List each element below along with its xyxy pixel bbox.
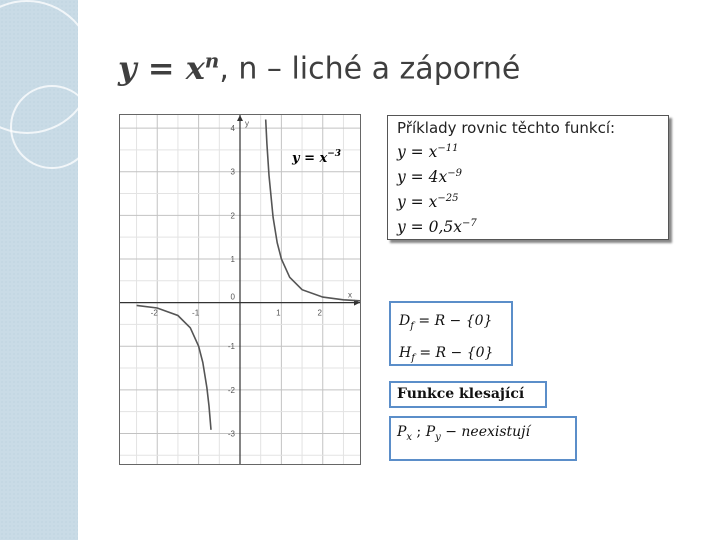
x-tick-label: 1 xyxy=(276,308,281,318)
curve-branch-positive xyxy=(266,120,360,301)
examples-heading: Příklady rovnic těchto funkcí: xyxy=(397,119,616,137)
y-axis-arrow xyxy=(237,115,243,121)
y-tick-label: 4 xyxy=(230,124,235,134)
example-equation-1: $y = x^{-11}$ xyxy=(397,143,459,162)
y-tick-label: -3 xyxy=(227,429,235,439)
x-axis-label: x xyxy=(348,290,352,300)
graph-svg xyxy=(120,115,360,464)
intercepts-box: $P_x$ ; $P_y$ − neexistují xyxy=(389,416,577,461)
y-tick-label: 1 xyxy=(230,254,235,264)
range-line: $H_f = R - \{0\}$ xyxy=(399,344,494,364)
title-exponent: n xyxy=(204,48,220,72)
function-graph xyxy=(119,114,361,465)
decorative-circle-small xyxy=(10,85,94,169)
title-suffix: , n – liché a záporné xyxy=(219,51,521,87)
curve-label: $y = x^{-3}$ xyxy=(292,149,342,166)
y-tick-label: -2 xyxy=(227,385,235,395)
monotonic-box: Funkce klesající xyxy=(389,381,547,408)
domain-range-box xyxy=(389,301,513,366)
examples-box xyxy=(387,115,669,240)
y-axis-label: y xyxy=(245,119,249,128)
example-equation-3: $y = x^{-25}$ xyxy=(397,193,459,212)
y-tick-label: 2 xyxy=(230,211,235,221)
example-equation-4: $y = 0,5x^{-7}$ xyxy=(397,218,477,237)
origin-label: 0 xyxy=(230,292,235,302)
x-tick-label: 2 xyxy=(317,308,322,318)
y-tick-label: -1 xyxy=(227,342,235,352)
slide-title xyxy=(118,48,520,87)
x-tick-label: -1 xyxy=(192,308,200,318)
title-formula: $y = x^n$ xyxy=(118,48,220,87)
domain-line: $D_f = R - \{0\}$ xyxy=(399,313,493,332)
x-tick-label: -2 xyxy=(150,308,158,318)
y-tick-label: 3 xyxy=(230,167,235,177)
example-equation-2: $y = 4x^{-9}$ xyxy=(397,168,462,187)
